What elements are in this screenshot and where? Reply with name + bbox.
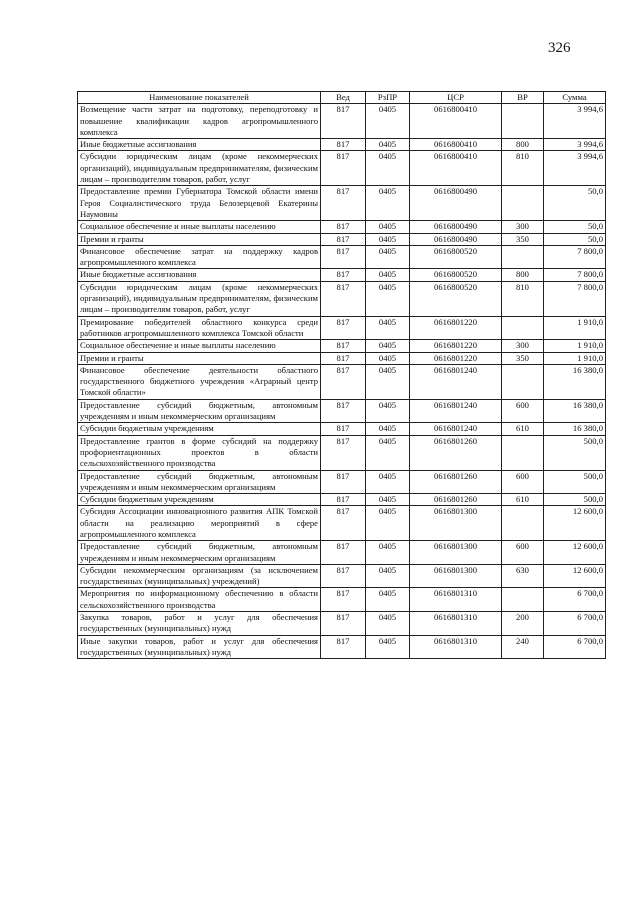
cell-sum: 16 380,0: [544, 423, 606, 435]
cell-sum: 500,0: [544, 494, 606, 506]
cell-sum: 50,0: [544, 221, 606, 233]
cell-name: Субсидии бюджетным учреждениям: [78, 423, 321, 435]
cell-csr: 0616801220: [410, 340, 502, 352]
cell-name: Финансовое обеспечение деятельности областного государственного бюджетного учреждения «Аграрный центр Томской области»: [78, 364, 321, 399]
table-row: [78, 435, 606, 470]
header-csr: ЦСР: [410, 92, 502, 104]
cell-vr: 300: [502, 221, 544, 233]
cell-ved: 817: [321, 139, 366, 151]
cell-rzpr: 0405: [366, 635, 410, 659]
cell-ved: 817: [321, 635, 366, 659]
table-row: [78, 139, 606, 151]
cell-rzpr: 0405: [366, 245, 410, 269]
cell-name: Субсидии юридическим лицам (кроме некоммерческих организаций), индивидуальным предпринимателям, физическим лицам – производителям товаров, работ, услуг: [78, 281, 321, 316]
table-row: [78, 494, 606, 506]
cell-rzpr: 0405: [366, 139, 410, 151]
cell-vr: 600: [502, 399, 544, 423]
cell-sum: 1 910,0: [544, 316, 606, 340]
cell-name: Мероприятия по информационному обеспечению в области сельскохозяйственного производства: [78, 588, 321, 612]
cell-ved: 817: [321, 494, 366, 506]
cell-csr: 0616800490: [410, 221, 502, 233]
cell-ved: 817: [321, 399, 366, 423]
cell-vr: 600: [502, 541, 544, 565]
cell-csr: 0616801310: [410, 612, 502, 636]
cell-vr: 350: [502, 352, 544, 364]
cell-csr: 0616801260: [410, 435, 502, 470]
header-rzpr: РзПР: [366, 92, 410, 104]
cell-vr: [502, 316, 544, 340]
cell-name: Премии и гранты: [78, 352, 321, 364]
cell-name: Финансовое обеспечение затрат на поддержку кадров агропромышленного комплекса: [78, 245, 321, 269]
table-row: [78, 233, 606, 245]
cell-sum: 1 910,0: [544, 352, 606, 364]
cell-sum: 50,0: [544, 186, 606, 221]
table-row: [78, 470, 606, 494]
cell-sum: 3 994,6: [544, 151, 606, 186]
cell-name: Премирование победителей областного конкурса среди работников агропромышленного комплекса Томской области: [78, 316, 321, 340]
header-ved: Вед: [321, 92, 366, 104]
cell-ved: 817: [321, 364, 366, 399]
table-row: [78, 364, 606, 399]
cell-sum: 7 800,0: [544, 245, 606, 269]
cell-csr: 0616800410: [410, 151, 502, 186]
cell-sum: 3 994,6: [544, 139, 606, 151]
cell-csr: 0616800410: [410, 104, 502, 139]
header-sum: Сумма: [544, 92, 606, 104]
cell-name: Субсидии некоммерческим организациям (за исключением государственных (муниципальных) учреждений): [78, 564, 321, 588]
cell-vr: 600: [502, 470, 544, 494]
cell-vr: 800: [502, 269, 544, 281]
cell-vr: [502, 364, 544, 399]
cell-ved: 817: [321, 221, 366, 233]
cell-sum: 500,0: [544, 435, 606, 470]
cell-name: Субсидия Ассоциации инновационного развития АПК Томской области на реализацию мероприятий в сфере агропромышленного комплекса: [78, 506, 321, 541]
table-row: [78, 151, 606, 186]
cell-sum: 12 600,0: [544, 564, 606, 588]
cell-ved: 817: [321, 186, 366, 221]
cell-sum: 7 800,0: [544, 281, 606, 316]
cell-csr: 0616801240: [410, 399, 502, 423]
cell-name: Возмещение части затрат на подготовку, переподготовку и повышение квалификации кадров агропромышленного комплекса: [78, 104, 321, 139]
cell-rzpr: 0405: [366, 564, 410, 588]
cell-ved: 817: [321, 316, 366, 340]
cell-name: Субсидии бюджетным учреждениям: [78, 494, 321, 506]
cell-name: Предоставление субсидий бюджетным, автономным учреждениям и иным некоммерческим организациям: [78, 541, 321, 565]
table-row: [78, 352, 606, 364]
cell-csr: 0616801260: [410, 494, 502, 506]
cell-sum: 7 800,0: [544, 269, 606, 281]
cell-name: Субсидии юридическим лицам (кроме некоммерческих организаций), индивидуальным предпринимателям, физическим лицам – производителям товаров, работ, услуг: [78, 151, 321, 186]
cell-vr: [502, 588, 544, 612]
cell-rzpr: 0405: [366, 151, 410, 186]
cell-ved: 817: [321, 281, 366, 316]
cell-ved: 817: [321, 104, 366, 139]
cell-rzpr: 0405: [366, 399, 410, 423]
cell-csr: 0616801240: [410, 423, 502, 435]
cell-name: Закупка товаров, работ и услуг для обеспечения государственных (муниципальных) нужд: [78, 612, 321, 636]
cell-ved: 817: [321, 541, 366, 565]
cell-sum: 16 380,0: [544, 399, 606, 423]
table-row: [78, 186, 606, 221]
cell-csr: 0616801240: [410, 364, 502, 399]
cell-vr: [502, 186, 544, 221]
cell-csr: 0616800410: [410, 139, 502, 151]
cell-vr: 810: [502, 281, 544, 316]
cell-rzpr: 0405: [366, 104, 410, 139]
cell-ved: 817: [321, 340, 366, 352]
cell-sum: 3 994,6: [544, 104, 606, 139]
cell-csr: 0616800520: [410, 245, 502, 269]
cell-name: Социальное обеспечение и иные выплаты населению: [78, 340, 321, 352]
cell-name: Иные бюджетные ассигнования: [78, 269, 321, 281]
cell-sum: 12 600,0: [544, 506, 606, 541]
cell-vr: 200: [502, 612, 544, 636]
cell-rzpr: 0405: [366, 186, 410, 221]
table-row: [78, 423, 606, 435]
cell-csr: 0616801220: [410, 352, 502, 364]
cell-vr: 800: [502, 139, 544, 151]
cell-name: Иные закупки товаров, работ и услуг для обеспечения государственных (муниципальных) нужд: [78, 635, 321, 659]
table-row: [78, 245, 606, 269]
cell-vr: 630: [502, 564, 544, 588]
cell-rzpr: 0405: [366, 612, 410, 636]
table-row: [78, 104, 606, 139]
cell-rzpr: 0405: [366, 506, 410, 541]
cell-csr: 0616801300: [410, 541, 502, 565]
cell-csr: 0616801300: [410, 564, 502, 588]
table-row: [78, 541, 606, 565]
cell-sum: 500,0: [544, 470, 606, 494]
cell-sum: 6 700,0: [544, 612, 606, 636]
table-row: [78, 221, 606, 233]
cell-rzpr: 0405: [366, 269, 410, 281]
cell-rzpr: 0405: [366, 233, 410, 245]
cell-csr: 0616800490: [410, 186, 502, 221]
cell-rzpr: 0405: [366, 435, 410, 470]
cell-rzpr: 0405: [366, 340, 410, 352]
cell-rzpr: 0405: [366, 423, 410, 435]
table-row: [78, 340, 606, 352]
cell-sum: 6 700,0: [544, 588, 606, 612]
table-row: [78, 564, 606, 588]
cell-rzpr: 0405: [366, 588, 410, 612]
cell-name: Предоставление субсидий бюджетным, автономным учреждениям и иным некоммерческим организациям: [78, 470, 321, 494]
cell-sum: 1 910,0: [544, 340, 606, 352]
cell-ved: 817: [321, 245, 366, 269]
cell-rzpr: 0405: [366, 541, 410, 565]
cell-vr: [502, 435, 544, 470]
table-row: [78, 506, 606, 541]
cell-vr: [502, 506, 544, 541]
cell-vr: 350: [502, 233, 544, 245]
cell-rzpr: 0405: [366, 281, 410, 316]
cell-ved: 817: [321, 612, 366, 636]
cell-csr: 0616801300: [410, 506, 502, 541]
cell-sum: 12 600,0: [544, 541, 606, 565]
cell-sum: 50,0: [544, 233, 606, 245]
cell-csr: 0616800520: [410, 281, 502, 316]
cell-ved: 817: [321, 435, 366, 470]
cell-csr: 0616801310: [410, 588, 502, 612]
cell-ved: 817: [321, 506, 366, 541]
cell-rzpr: 0405: [366, 352, 410, 364]
cell-name: Предоставление субсидий бюджетным, автономным учреждениям и иным некоммерческим организациям: [78, 399, 321, 423]
cell-csr: 0616800490: [410, 233, 502, 245]
table-header-row: [78, 92, 606, 104]
table-row: [78, 612, 606, 636]
budget-table: [77, 91, 606, 659]
cell-vr: [502, 245, 544, 269]
cell-rzpr: 0405: [366, 494, 410, 506]
cell-vr: 610: [502, 494, 544, 506]
header-name: Наименование показателей: [78, 92, 321, 104]
cell-rzpr: 0405: [366, 364, 410, 399]
cell-ved: 817: [321, 352, 366, 364]
cell-ved: 817: [321, 151, 366, 186]
table-row: [78, 316, 606, 340]
cell-csr: 0616801260: [410, 470, 502, 494]
cell-rzpr: 0405: [366, 470, 410, 494]
table-row: [78, 399, 606, 423]
cell-sum: 6 700,0: [544, 635, 606, 659]
cell-csr: 0616801220: [410, 316, 502, 340]
cell-ved: 817: [321, 423, 366, 435]
cell-name: Предоставление грантов в форме субсидий на поддержку профориентационных проектов в области сельскохозяйственного производства: [78, 435, 321, 470]
cell-name: Премии и гранты: [78, 233, 321, 245]
cell-name: Предоставление премии Губернатора Томской области имени Героя Социалистического труда Белозерцевой Екатерины Наумовны: [78, 186, 321, 221]
table-row: [78, 588, 606, 612]
cell-vr: 610: [502, 423, 544, 435]
cell-ved: 817: [321, 470, 366, 494]
cell-ved: 817: [321, 269, 366, 281]
cell-rzpr: 0405: [366, 316, 410, 340]
table-row: [78, 635, 606, 659]
cell-vr: [502, 104, 544, 139]
cell-name: Социальное обеспечение и иные выплаты населению: [78, 221, 321, 233]
cell-csr: 0616800520: [410, 269, 502, 281]
cell-ved: 817: [321, 588, 366, 612]
cell-vr: 810: [502, 151, 544, 186]
page-number: 326: [548, 40, 571, 56]
cell-rzpr: 0405: [366, 221, 410, 233]
table-row: [78, 281, 606, 316]
cell-sum: 16 380,0: [544, 364, 606, 399]
header-vr: ВР: [502, 92, 544, 104]
table-row: [78, 269, 606, 281]
cell-vr: 240: [502, 635, 544, 659]
cell-name: Иные бюджетные ассигнования: [78, 139, 321, 151]
cell-csr: 0616801310: [410, 635, 502, 659]
cell-ved: 817: [321, 564, 366, 588]
cell-vr: 300: [502, 340, 544, 352]
cell-ved: 817: [321, 233, 366, 245]
